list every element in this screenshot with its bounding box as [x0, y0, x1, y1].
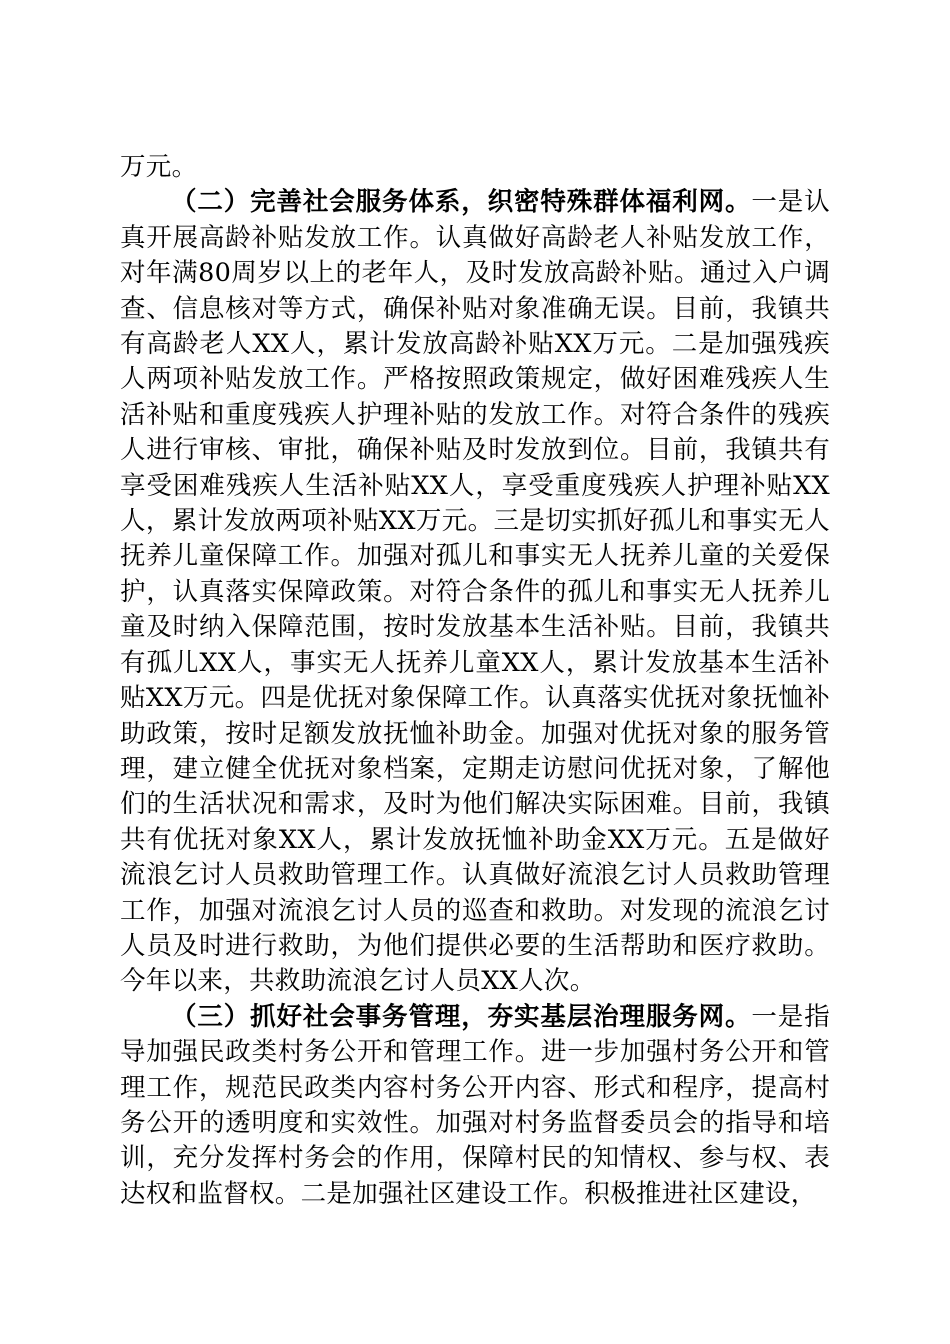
document-page [120, 150, 830, 1212]
paragraph-text: 一是指导加强民政类村务公开和管理工作。进一步加强村务公开和管理工作，规范民政类内容村务公开内容、形式和程序，提高村务公开的透明度和实效性。加强对村务监督委员会的指导和培训，充分发挥村务会的作用，保障村民的知情权、参与权、表达权和监督权。二是加强社区建设工作。积极推进社区建设， [120, 1001, 830, 1209]
section-heading-2: （二）完善社会服务体系，织密特殊群体福利网。 [171, 187, 752, 218]
paragraph-text: 万元。 [120, 152, 198, 182]
paragraph-social-affairs [120, 1000, 830, 1212]
section-heading-3: （三）抓好社会事务管理，夯实基层治理服务网。 [171, 1001, 752, 1032]
paragraph-text: 一是认真开展高龄补贴发放工作。认真做好高龄老人补贴发放工作，对年满80周岁以上的老年人，及时发放高龄补贴。通过入户调查、信息核对等方式，确保补贴对象准确无误。目前，我镇共有高龄老人XX人，累计发放高龄补贴XX万元。二是加强残疾人两项补贴发放工作。严格按照政策规定，做好困难残疾人生活补贴和重度残疾人护理补贴的发放工作。对符合条件的残疾人进行审核、审批，确保补贴及时发放到位。目前，我镇共有享受困难残疾人生活补贴XX人，享受重度残疾人护理补贴XX人，累计发放两项补贴XX万元。三是切实抓好孤儿和事实无人抚养儿童保障工作。加强对孤儿和事实无人抚养儿童的关爱保护，认真落实保障政策。对符合条件的孤儿和事实无人抚养儿童及时纳入保障范围，按时发放基本生活补贴。目前，我镇共有孤儿XX人，事实无人抚养儿童XX人，累计发放基本生活补贴XX万元。四是优抚对象保障工作。认真落实优抚对象抚恤补助政策，按时足额发放抚恤补助金。加强对优抚对象的服务管理，建立健全优抚对象档案，定期走访慰问优抚对象，了解他们的生活状况和需求，及时为他们解决实际困难。目前，我镇共有优抚对象XX人，累计发放抚恤补助金XX万元。五是做好流浪乞讨人员救助管理工作。认真做好流浪乞讨人员救助管理工作，加强对流浪乞讨人员的巡查和救助。对发现的流浪乞讨人员及时进行救助，为他们提供必要的生活帮助和医疗救助。今年以来，共救助流浪乞讨人员XX人次。 [120, 187, 830, 997]
paragraph-social-services [120, 185, 830, 999]
paragraph-continuation [120, 150, 830, 185]
